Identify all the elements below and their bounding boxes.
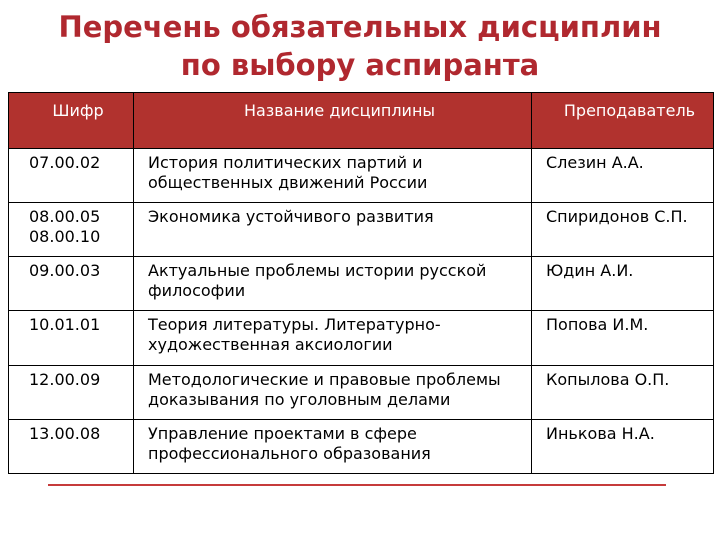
cell-teacher: Спиридонов С.П. bbox=[532, 203, 714, 257]
title-line-2: по выбору аспиранта bbox=[180, 48, 540, 82]
column-header-teacher: Преподаватель bbox=[532, 93, 714, 149]
table-row bbox=[9, 257, 714, 311]
cell-code bbox=[9, 311, 134, 365]
cell-code bbox=[9, 365, 134, 419]
cell-discipline: Актуальные проблемы истории русской философии bbox=[134, 257, 532, 311]
code-line: 12.00.09 bbox=[29, 369, 101, 389]
cell-teacher: Инькова Н.А. bbox=[532, 419, 714, 473]
table-row bbox=[9, 203, 714, 257]
table-row bbox=[9, 419, 714, 473]
cell-teacher: Юдин А.И. bbox=[532, 257, 714, 311]
cell-code bbox=[9, 257, 134, 311]
title-line-1: Перечень обязательных дисциплин bbox=[58, 10, 662, 44]
code-line: 07.00.02 bbox=[29, 153, 101, 172]
code-line: 08.00.10 bbox=[29, 227, 101, 247]
code-line: 09.00.03 bbox=[29, 261, 101, 281]
cell-discipline: Методологические и правовые проблемы доказывания по уголовным делами bbox=[134, 365, 532, 419]
cell-discipline: История политических партий и общественных движений России bbox=[134, 149, 532, 203]
page-title bbox=[0, 8, 720, 84]
disciplines-table bbox=[8, 92, 714, 474]
cell-discipline: Управление проектами в сфере профессионального образования bbox=[134, 419, 532, 473]
column-header-code: Шифр bbox=[9, 93, 134, 149]
cell-code bbox=[9, 149, 134, 203]
cell-teacher: Слезин А.А. bbox=[532, 149, 714, 203]
code-line: 10.01.01 bbox=[29, 315, 101, 335]
column-header-name: Название дисциплины bbox=[134, 93, 532, 149]
table-row bbox=[9, 365, 714, 419]
table-row bbox=[9, 311, 714, 365]
table-header-row bbox=[9, 93, 714, 149]
cell-discipline: Теория литературы. Литературно-художественная аксиологии bbox=[134, 311, 532, 365]
footer-divider bbox=[48, 484, 666, 486]
cell-teacher: Копылова О.П. bbox=[532, 365, 714, 419]
code-line: 08.00.05 bbox=[29, 207, 101, 227]
code-line: 13.00.08 bbox=[29, 423, 101, 443]
cell-teacher: Попова И.М. bbox=[532, 311, 714, 365]
cell-code bbox=[9, 419, 134, 473]
cell-discipline: Экономика устойчивого развития bbox=[134, 203, 532, 257]
cell-code bbox=[9, 203, 134, 257]
table-row bbox=[9, 149, 714, 203]
